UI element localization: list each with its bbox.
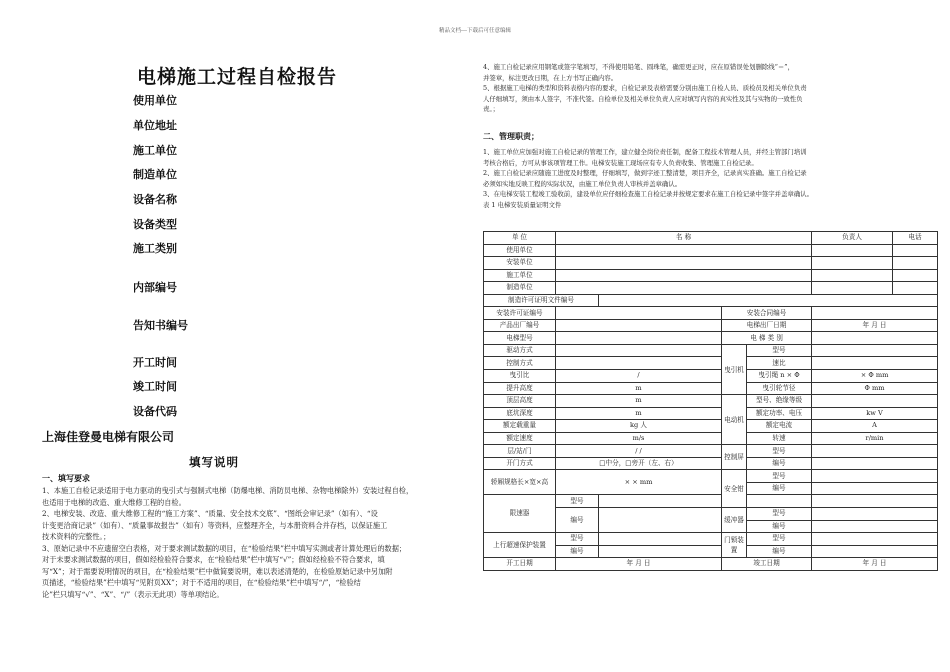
cell-responsible[interactable] <box>812 257 893 270</box>
cell-responsible[interactable] <box>812 244 893 257</box>
mgmt-line: 3、在电梯安装工程竣工验收前，建设单位应仔细检查施工自检记录并按规定要求在施工自检记录中签字并盖章确认。 <box>483 190 813 198</box>
number-label: 编号 <box>747 520 812 533</box>
req-line: 计变更洽商记录”（如有）、“质量事故报告”（如有）等资料，应整理齐全，与本册资料合并存档，以保证施工 <box>42 520 388 530</box>
req-line: 5、根据施工电梯的类型和资料表格内容的要求，自检记录及表格需要分别由施工自检人员、质检员及相关单位负责 <box>483 84 807 92</box>
tm-value[interactable] <box>812 344 938 357</box>
field-internal-no: 内部编号 <box>133 281 177 294</box>
header-note: 精品文档---下载后可任意编辑 <box>439 28 511 34</box>
cabinet-model-value[interactable] <box>812 445 938 458</box>
table-row <box>484 407 938 420</box>
req-line: 1、本施工自检记录适用于电力驱动的曳引式与强制式电梯（防爆电梯、消防员电梯、杂物电梯除外）安装过程自检， <box>42 486 414 495</box>
door-lock-label: 门锁装置 <box>722 533 747 558</box>
speed-value[interactable]: m/s <box>556 432 722 445</box>
pitch-value[interactable]: Φ mm <box>812 382 938 395</box>
floors-value[interactable]: / / <box>556 445 722 458</box>
section-requirements-heading: 一、填写要求 <box>42 473 90 483</box>
motor-item: 型号、绝缘等级 <box>747 395 812 408</box>
license-value[interactable] <box>599 294 938 307</box>
pit-depth-label: 底坑深度 <box>484 407 556 420</box>
door-lock-model-value[interactable] <box>812 533 938 546</box>
table-row <box>484 470 938 483</box>
buffer-model-value[interactable] <box>812 508 938 521</box>
tm-item: 曳引轮节径 <box>747 382 812 395</box>
table-row <box>484 294 938 307</box>
table-row <box>484 395 938 408</box>
req-line: 也适用于电梯的改造、重大维修工程的自检。 <box>42 497 186 507</box>
cell-phone[interactable] <box>893 257 938 270</box>
table-row <box>484 370 938 383</box>
field-finish-time: 竣工时间 <box>133 380 177 393</box>
model-label: 电梯型号 <box>484 332 556 345</box>
requirements-continued <box>483 62 923 115</box>
control-label: 控制方式 <box>484 357 556 370</box>
cell-phone[interactable] <box>893 269 938 282</box>
table-row <box>484 420 938 433</box>
limiter-model-value[interactable] <box>599 495 722 508</box>
unit-label: 制造单位 <box>484 282 556 295</box>
buffer-label: 缓冲器 <box>722 508 747 533</box>
motor-item: 额定电流 <box>747 420 812 433</box>
tm-item: 型号 <box>747 344 812 357</box>
control-value[interactable] <box>556 357 722 370</box>
header-name: 名 称 <box>556 232 812 245</box>
cell-responsible[interactable] <box>812 282 893 295</box>
number-label: 编号 <box>747 545 812 558</box>
cabinet-number-value[interactable] <box>812 457 938 470</box>
req-line: 人仔细填写，须由本人签字，不准代签。自检单位及相关单位负责人应对填写内容的真实性及其与实物的一致性负 <box>483 94 803 103</box>
table-row <box>484 244 938 257</box>
req-line: 页描述，“检验结果”栏中填写“见附页XX”；对于不适用的项目，在“检验结果”栏中填写“/”，“检验结 <box>42 578 361 587</box>
req-line: 并签章，标注更改日期，在上方书写正确内容。 <box>483 73 618 82</box>
table-row <box>484 332 938 345</box>
table-caption: 表 1 电梯安装质量证明文件 <box>483 200 562 209</box>
drive-label: 驱动方式 <box>484 344 556 357</box>
pit-depth-value[interactable]: m <box>556 407 722 420</box>
limiter-label: 限速器 <box>484 495 556 533</box>
drive-value[interactable] <box>556 344 722 357</box>
field-construct-unit: 施工单位 <box>133 144 177 157</box>
install-license-label: 安装许可证编号 <box>484 307 556 320</box>
mgmt-line: 考核合格后，方可从事该项管理工作。电梯安装施工现场应有专人负责收集、管理施工自检记录。 <box>483 158 758 167</box>
control-cabinet-label: 控制屏 <box>722 445 747 470</box>
top-height-label: 顶层高度 <box>484 395 556 408</box>
field-unit-address: 单位地址 <box>133 119 177 132</box>
safety-model-value[interactable] <box>812 470 938 483</box>
power-value[interactable]: kw V <box>812 407 938 420</box>
limiter-number-value[interactable] <box>599 508 722 533</box>
buffer-number-value[interactable] <box>812 520 938 533</box>
field-manufacturer: 制造单位 <box>133 168 177 181</box>
model-label: 型号 <box>556 495 599 508</box>
safety-number-value[interactable] <box>812 482 938 495</box>
req-line: 写“X”；对于需要说明情况的项目，在“检验结果”栏中做简要说明，难以表述清楚的，在检验原始记录中另加附 <box>42 566 393 576</box>
model-label: 型号 <box>556 533 599 546</box>
motor-value[interactable] <box>812 395 938 408</box>
tm-value[interactable] <box>812 357 938 370</box>
ratio-value[interactable]: / <box>556 370 722 383</box>
unit-label: 施工单位 <box>484 269 556 282</box>
current-value[interactable]: A <box>812 420 938 433</box>
tm-item: 曳引绳 n × Φ <box>747 370 812 383</box>
model-label: 型号 <box>747 508 812 521</box>
table-row <box>484 282 938 295</box>
unit-label: 使用单位 <box>484 244 556 257</box>
quality-certificate-table <box>483 231 938 571</box>
requirements-text <box>42 485 467 600</box>
number-label: 编号 <box>556 508 599 533</box>
table-row <box>484 269 938 282</box>
cell-phone[interactable] <box>893 282 938 295</box>
field-construct-type: 施工类别 <box>133 242 177 255</box>
header-responsible: 负责人 <box>812 232 893 245</box>
factory-no-label: 产品出厂编号 <box>484 319 556 332</box>
model-label: 型号 <box>747 445 812 458</box>
install-contract-value[interactable] <box>812 307 938 320</box>
table-row <box>484 307 938 320</box>
lift-height-label: 提升高度 <box>484 382 556 395</box>
door-open-value[interactable]: □中分，□旁开（左、右） <box>556 457 722 470</box>
safety-gear-label: 安全钳 <box>722 470 747 508</box>
number-label: 编号 <box>747 457 812 470</box>
cell-name[interactable] <box>556 244 812 257</box>
load-label: 额定载重量 <box>484 420 556 433</box>
finish-date-value[interactable]: 年 月 日 <box>812 558 938 571</box>
table-row <box>484 357 938 370</box>
ucmp-number-value[interactable] <box>599 545 722 558</box>
tm-item: 速比 <box>747 357 812 370</box>
cell-phone[interactable] <box>893 244 938 257</box>
type-label: 电 梯 类 别 <box>722 332 812 345</box>
req-line: 责。； <box>483 105 499 113</box>
model-label: 型号 <box>747 470 812 483</box>
floors-label: 层/站/门 <box>484 445 556 458</box>
table-row <box>484 257 938 270</box>
install-contract-label: 安装合同编号 <box>722 307 812 320</box>
table-row <box>484 344 938 357</box>
table-row <box>484 533 938 546</box>
blank <box>747 495 812 508</box>
req-line: 技术资料的完整性。； <box>42 532 111 541</box>
factory-date-label: 电梯出厂日期 <box>722 319 812 332</box>
table-row <box>484 432 938 445</box>
model-label: 型号 <box>747 533 812 546</box>
header-unit: 单 位 <box>484 232 556 245</box>
car-size-label: 轿厢规格长×宽×高 <box>484 470 556 495</box>
finish-date-label: 竣工日期 <box>722 558 812 571</box>
mgmt-line: 必须如实地反映工程的实际状况，由施工单位负责人审核并盖章确认。 <box>483 179 682 188</box>
table-row <box>484 558 938 571</box>
mgmt-line: 2、施工自检记录应随施工进度及时整理，仔细填写，做到字迹工整清楚，项目齐全，记录真实准确。施工自检记录 <box>483 169 807 177</box>
cell-name[interactable] <box>556 269 812 282</box>
door-open-label: 开门方式 <box>484 457 556 470</box>
factory-date-value[interactable]: 年 月 日 <box>812 319 938 332</box>
table-row <box>484 457 938 470</box>
start-date-value[interactable]: 年 月 日 <box>556 558 722 571</box>
number-label: 编号 <box>747 482 812 495</box>
rope-value[interactable]: × Φ mm <box>812 370 938 383</box>
report-title: 电梯施工过程自检报告 <box>137 66 338 88</box>
motor-item: 额定功率、电压 <box>747 407 812 420</box>
instructions-title: 填写说明 <box>189 455 239 469</box>
company-name: 上海佳登曼电梯有限公司 <box>42 430 175 444</box>
load-value[interactable]: kg 人 <box>556 420 722 433</box>
header-phone: 电话 <box>893 232 938 245</box>
req-line: 3、原始记录中不应遗留空白表格，对于要求测试数据的项目，在“检验结果”栏中填写实测或者计算处理后的数据； <box>42 543 407 553</box>
req-line: 论”栏只填写“√”、“X”、“/”（表示无此项）等单项结论。 <box>42 589 224 599</box>
cell-name[interactable] <box>556 282 812 295</box>
management-text <box>483 147 923 210</box>
rpm-value[interactable]: r/min <box>812 432 938 445</box>
car-size-value[interactable]: × × mm <box>556 470 722 495</box>
top-height-value[interactable]: m <box>556 395 722 408</box>
door-lock-number-value[interactable] <box>812 545 938 558</box>
field-device-name: 设备名称 <box>133 193 177 206</box>
field-device-code: 设备代码 <box>133 405 177 418</box>
req-line: 4、施工自检记录应用钢笔或签字笔填写，不得使用铅笔、圆珠笔，确需更正时，应在原错误处划删除线“＝”， <box>483 63 794 71</box>
cell-name[interactable] <box>556 257 812 270</box>
section-management-heading: 二、管理职责； <box>483 131 539 141</box>
unit-label: 安装单位 <box>484 257 556 270</box>
req-line: 2、电梯安装、改造、重大维修工程的“施工方案”、“质量、安全技术交底”、“图纸会审记录”（如有）、“设 <box>42 509 378 518</box>
req-line: 对于未要求测试数据的项目，假如经检验符合要求，在“检验结果”栏中填写“√”；假如经检验不符合要求，填 <box>42 555 385 564</box>
table-row <box>484 445 938 458</box>
mgmt-line: 1、施工单位应加强对施工自检记录的管理工作，建立健全岗位责任制，配备工程技术管理人员，并经主管部门培训 <box>483 148 807 156</box>
model-value[interactable] <box>556 332 722 345</box>
table-row <box>484 382 938 395</box>
field-user-unit: 使用单位 <box>133 94 177 107</box>
table-row <box>484 232 938 245</box>
blank <box>812 495 938 508</box>
field-notice-no: 告知书编号 <box>133 319 188 332</box>
ratio-label: 曳引比 <box>484 370 556 383</box>
traction-machine-label: 曳引机 <box>722 344 747 394</box>
table-row <box>484 495 938 508</box>
table-row <box>484 319 938 332</box>
field-device-type: 设备类型 <box>133 218 177 231</box>
ucmp-model-value[interactable] <box>599 533 722 546</box>
type-value[interactable] <box>812 332 938 345</box>
factory-no-value[interactable] <box>556 319 722 332</box>
install-license-value[interactable] <box>556 307 722 320</box>
number-label: 编号 <box>556 545 599 558</box>
lift-height-value[interactable]: m <box>556 382 722 395</box>
motor-label: 电动机 <box>722 395 747 445</box>
start-date-label: 开工日期 <box>484 558 556 571</box>
license-label: 制造许可证明文件编号 <box>484 294 599 307</box>
speed-label: 额定速度 <box>484 432 556 445</box>
ucmp-label: 上行超速保护装置 <box>484 533 556 558</box>
field-start-time: 开工时间 <box>133 356 177 369</box>
motor-item: 转速 <box>747 432 812 445</box>
cell-responsible[interactable] <box>812 269 893 282</box>
